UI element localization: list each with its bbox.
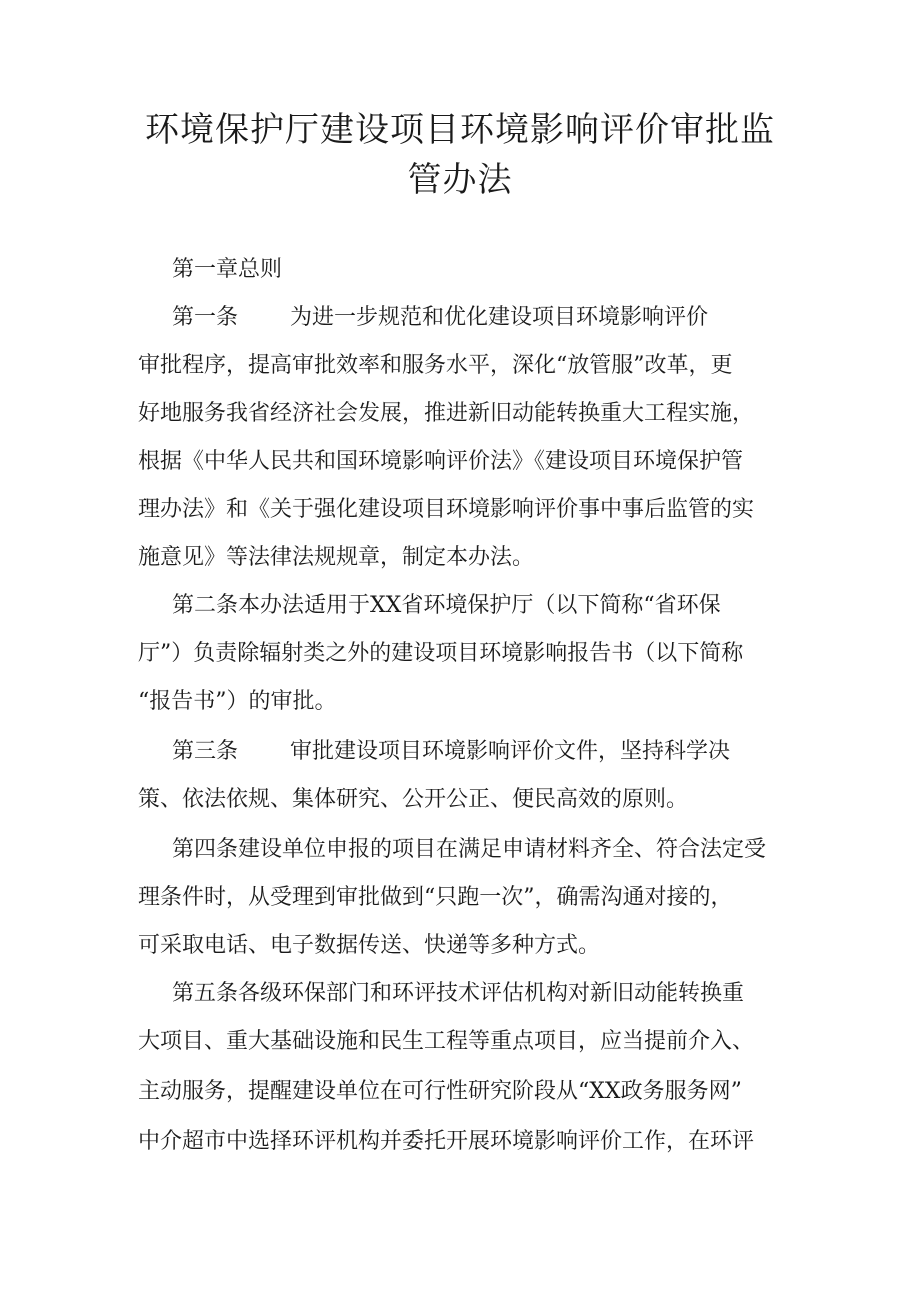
article-2-text-line: 厅”）负责除辐射类之外的建设项目环境影响报告书（以下简称 (138, 641, 744, 666)
article-2-text-line: 第二条本办法适用于XX省环境保护厅（以下简称“省环保 (172, 593, 721, 618)
article-4-text-line: 第四条建设单位申报的项目在满足申请材料齐全、符合法定受 (172, 837, 767, 862)
article-5-text-line: 中介超市中选择环评机构并委托开展环境影响评价工作，在环评 (138, 1129, 755, 1154)
article-4-text-line: 理条件时，从受理到审批做到“只跑一次”，确需沟通对接的， (138, 885, 733, 910)
article-1-first-line (172, 298, 832, 338)
article-1-text-line: 为进一步规范和优化建设项目环境影响评价 (290, 305, 709, 330)
article-1-label: 第一条 (172, 305, 239, 330)
article-1-text-line: 审批程序，提高审批效率和服务水平，深化“放管服”改革，更 (138, 353, 733, 378)
article-5-text-line: 大项目、重大基础设施和民生工程等重点项目，应当提前介入、 (138, 1029, 755, 1054)
document-title-line-2: 管办法 (407, 160, 513, 200)
chapter-heading: 第一章总则 (172, 257, 283, 282)
article-3-text-line: 策、依法依规、集体研究、公开公正、便民高效的原则。 (138, 787, 689, 812)
article-3-label: 第三条 (172, 739, 239, 764)
article-1-text-line: 根据《中华人民共和国环境影响评价法》《建设项目环境保护管 (138, 449, 744, 474)
article-3-first-line (172, 732, 832, 772)
article-5-text-line: 第五条各级环保部门和环评技术评估机构对新旧动能转换重 (172, 981, 745, 1006)
article-1-text-line: 好地服务我省经济社会发展，推进新旧动能转换重大工程实施， (138, 401, 755, 426)
article-4-text-line: 可采取电话、电子数据传送、快递等多种方式。 (138, 933, 601, 958)
article-5-text-line: 主动服务，提醒建设单位在可行性研究阶段从“XX政务服务网” (138, 1079, 742, 1104)
document-title-line-1: 环境保护厅建设项目环境影响评价审批监 (145, 110, 775, 150)
article-3-text-line: 审批建设项目环境影响评价文件，坚持科学决 (290, 739, 731, 764)
article-2-text-line: “报告书”）的审批。 (138, 689, 337, 714)
article-1-text-line: 施意见》等法律法规规章，制定本办法。 (138, 545, 535, 570)
article-1-text-line: 理办法》和《关于强化建设项目环境影响评价事中事后监管的实 (138, 497, 755, 522)
